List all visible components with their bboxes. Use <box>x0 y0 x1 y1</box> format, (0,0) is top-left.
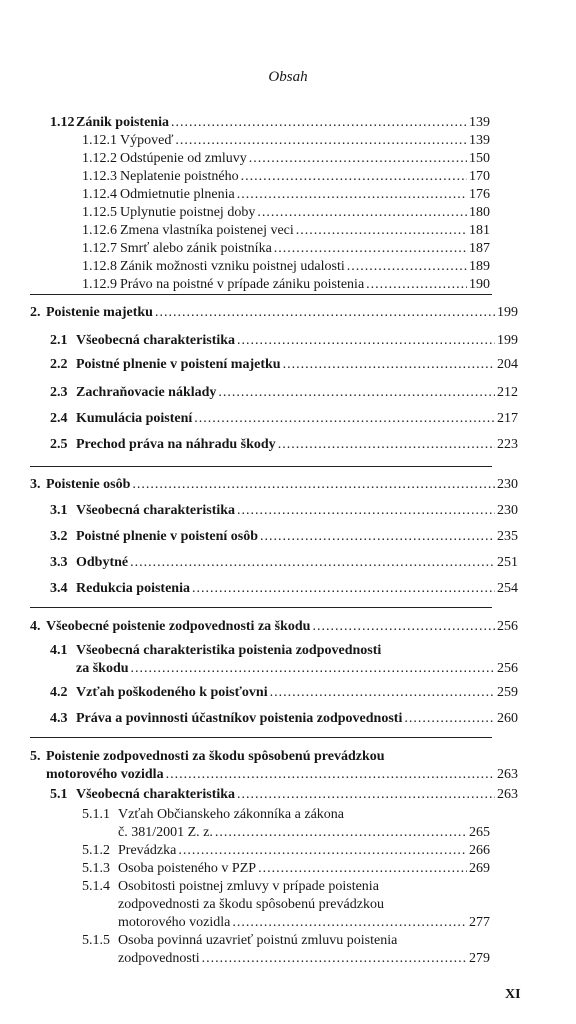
entry-title: Osoba povinná uzavrieť poistnú zmluvu poistenia <box>118 933 398 948</box>
entry-title: Právo na poistné v prípade zániku poistenia <box>120 277 365 292</box>
entry-number: 5.1.5 <box>82 933 110 948</box>
toc-entry <box>82 276 490 294</box>
dot-leader <box>130 554 495 572</box>
entry-page: 256 <box>497 661 518 676</box>
dot-leader <box>260 528 495 546</box>
entry-page: 217 <box>497 411 518 426</box>
entry-title: Prevádzka <box>118 843 177 858</box>
dot-leader <box>131 660 495 678</box>
toc-entry <box>82 932 490 968</box>
toc-entry <box>30 618 518 636</box>
entry-title: Všeobecná charakteristika <box>76 333 236 348</box>
entry-number: 4.2 <box>50 685 68 700</box>
entry-title: Prechod práva na náhradu škody <box>76 437 276 452</box>
entry-page: 266 <box>469 843 490 858</box>
entry-title: Poistné plnenie v poistení osôb <box>76 529 259 544</box>
entry-title: Smrť alebo zánik poistníka <box>120 241 272 256</box>
entry-title: Zánik možnosti vzniku poistnej udalosti <box>120 259 345 274</box>
entry-number: 3.2 <box>50 529 68 544</box>
entry-number: 5. <box>30 749 41 764</box>
toc-entry <box>82 860 490 878</box>
entry-number: 2.2 <box>50 357 68 372</box>
entry-number: 2.3 <box>50 385 68 400</box>
dot-leader <box>404 710 495 728</box>
entry-page: 256 <box>497 619 518 634</box>
entry-page: 176 <box>469 187 490 202</box>
page-number: XI <box>505 987 521 1002</box>
toc-entry <box>50 436 518 454</box>
page-header: Obsah <box>268 69 308 85</box>
entry-page: 139 <box>469 133 490 148</box>
entry-number: 3. <box>30 477 41 492</box>
entry-title: Poistenie osôb <box>46 477 131 492</box>
toc-entry <box>50 580 518 598</box>
entry-page: 263 <box>497 787 518 802</box>
entry-page: 180 <box>469 205 490 220</box>
toc-entry <box>30 748 518 784</box>
entry-number: 2. <box>30 305 41 320</box>
dot-leader <box>218 384 495 402</box>
section-divider <box>30 607 492 608</box>
dot-leader <box>155 304 495 322</box>
entry-page: 260 <box>497 711 518 726</box>
entry-title: Všeobecná charakteristika poistenia zodpovednosti <box>76 643 382 658</box>
entry-page: 181 <box>469 223 490 238</box>
dot-leader <box>258 860 467 878</box>
entry-page: 263 <box>497 767 518 782</box>
toc-entry <box>50 332 518 350</box>
entry-number: 1.12.1 <box>82 133 117 148</box>
entry-number: 5.1.4 <box>82 879 110 894</box>
entry-page: 170 <box>469 169 490 184</box>
dot-leader <box>274 240 467 258</box>
dot-leader <box>237 332 495 350</box>
entry-page: 204 <box>497 357 518 372</box>
dot-leader <box>194 410 495 428</box>
entry-title: Osoba poisteného v PZP <box>118 861 257 876</box>
entry-title: Odstúpenie od zmluvy <box>120 151 247 166</box>
entry-page: 223 <box>497 437 518 452</box>
toc-entry <box>82 132 490 150</box>
entry-page: 277 <box>469 915 490 930</box>
dot-leader <box>132 476 495 494</box>
entry-number: 5.1 <box>50 787 68 802</box>
dot-leader <box>166 766 495 784</box>
toc-entry <box>50 502 518 520</box>
toc-entry <box>82 240 490 258</box>
entry-number: 1.12.8 <box>82 259 117 274</box>
toc-entry <box>82 806 490 842</box>
section-divider <box>30 737 492 738</box>
entry-page: 190 <box>469 277 490 292</box>
entry-number: 3.3 <box>50 555 68 570</box>
entry-number: 3.1 <box>50 503 68 518</box>
entry-number: 1.12.4 <box>82 187 117 202</box>
dot-leader <box>237 786 495 804</box>
entry-title: za škodu <box>76 661 129 676</box>
toc-entry <box>50 114 490 132</box>
entry-number: 1.12 <box>50 115 75 130</box>
dot-leader <box>296 222 467 240</box>
entry-page: 251 <box>497 555 518 570</box>
dot-leader <box>241 168 467 186</box>
entry-title: Odbytné <box>76 555 129 570</box>
toc-entry <box>50 528 518 546</box>
entry-number: 1.12.6 <box>82 223 117 238</box>
toc-entry <box>50 410 518 428</box>
entry-number: 1.12.5 <box>82 205 117 220</box>
toc-entry <box>30 304 518 322</box>
dot-leader <box>237 186 467 204</box>
dot-leader <box>270 684 495 702</box>
entry-number: 4.3 <box>50 711 68 726</box>
entry-title: Vzťah poškodeného k poisťovni <box>76 685 268 700</box>
toc-entry <box>82 204 490 222</box>
entry-page: 230 <box>497 477 518 492</box>
dot-leader <box>215 824 467 842</box>
dot-leader <box>171 114 467 132</box>
entry-title: č. 381/2001 Z. z. <box>118 825 213 840</box>
entry-number: 2.1 <box>50 333 68 348</box>
entry-page: 139 <box>469 115 490 130</box>
toc-entry <box>82 878 490 932</box>
entry-title: Všeobecné poistenie zodpovednosti za škodu <box>46 619 311 634</box>
dot-leader <box>192 580 495 598</box>
entry-title: Neplatenie poistného <box>120 169 239 184</box>
dot-leader <box>347 258 467 276</box>
entry-title: Osobitosti poistnej zmluvy v prípade poistenia <box>118 879 379 894</box>
toc-entry <box>50 384 518 402</box>
entry-page: 212 <box>497 385 518 400</box>
entry-number: 2.5 <box>50 437 68 452</box>
toc-entry <box>82 258 490 276</box>
dot-leader <box>278 436 495 454</box>
entry-number: 1.12.7 <box>82 241 117 256</box>
entry-title: Všeobecná charakteristika <box>76 787 236 802</box>
entry-number: 5.1.1 <box>82 807 110 822</box>
toc-entry <box>50 786 518 804</box>
toc-entry <box>82 842 490 860</box>
entry-title: Všeobecná charakteristika <box>76 503 236 518</box>
entry-title: Zachraňovacie náklady <box>76 385 217 400</box>
entry-page: 189 <box>469 259 490 274</box>
entry-page: 265 <box>469 825 490 840</box>
entry-number: 3.4 <box>50 581 68 596</box>
toc-entry <box>82 222 490 240</box>
dot-leader <box>366 276 467 294</box>
toc-entry <box>50 642 518 678</box>
dot-leader <box>312 618 495 636</box>
entry-title: Kumulácia poistení <box>76 411 193 426</box>
toc-entry <box>82 168 490 186</box>
entry-title: zodpovednosti za škodu spôsobenú prevádzkou <box>118 897 384 912</box>
entry-number: 1.12.2 <box>82 151 117 166</box>
entry-title: motorového vozidla <box>46 767 164 782</box>
dot-leader <box>257 204 467 222</box>
entry-page: 254 <box>497 581 518 596</box>
entry-title: Zmena vlastníka poistenej veci <box>120 223 294 238</box>
entry-title: Poistné plnenie v poistení majetku <box>76 357 281 372</box>
entry-title: Zánik poistenia <box>76 115 169 130</box>
entry-page: 150 <box>469 151 490 166</box>
entry-title: Odmietnutie plnenia <box>120 187 235 202</box>
entry-page: 187 <box>469 241 490 256</box>
dot-leader <box>178 842 467 860</box>
entry-number: 4.1 <box>50 643 68 658</box>
entry-title: Poistenie majetku <box>46 305 153 320</box>
entry-page: 269 <box>469 861 490 876</box>
toc-entry <box>50 356 518 374</box>
toc-entry <box>82 150 490 168</box>
entry-title: Uplynutie poistnej doby <box>120 205 256 220</box>
entry-number: 5.1.2 <box>82 843 110 858</box>
entry-number: 1.12.3 <box>82 169 117 184</box>
dot-leader <box>249 150 467 168</box>
entry-title: motorového vozidla <box>118 915 231 930</box>
toc-entry <box>82 186 490 204</box>
toc-entry <box>50 554 518 572</box>
entry-title: Poistenie zodpovednosti za škodu spôsobenú prevádzkou <box>46 749 385 764</box>
entry-page: 199 <box>497 333 518 348</box>
toc-entry <box>50 684 518 702</box>
toc-entry <box>30 476 518 494</box>
entry-title: zodpovednosti <box>118 951 200 966</box>
entry-title: Práva a povinnosti účastníkov poistenia zodpovednosti <box>76 711 403 726</box>
entry-number: 5.1.3 <box>82 861 110 876</box>
toc-entry <box>50 710 518 728</box>
entry-page: 230 <box>497 503 518 518</box>
entry-number: 2.4 <box>50 411 68 426</box>
entry-number: 1.12.9 <box>82 277 117 292</box>
entry-number: 4. <box>30 619 41 634</box>
dot-leader <box>175 132 467 150</box>
entry-page: 279 <box>469 951 490 966</box>
section-divider <box>30 466 492 467</box>
entry-page: 199 <box>497 305 518 320</box>
dot-leader <box>232 914 467 932</box>
section-divider <box>30 294 492 295</box>
dot-leader <box>237 502 495 520</box>
entry-title: Redukcia poistenia <box>76 581 190 596</box>
entry-page: 235 <box>497 529 518 544</box>
dot-leader <box>202 950 467 968</box>
entry-title: Výpoveď <box>120 133 174 148</box>
entry-page: 259 <box>497 685 518 700</box>
dot-leader <box>283 356 495 374</box>
entry-title: Vzťah Občianskeho zákonníka a zákona <box>118 807 344 822</box>
